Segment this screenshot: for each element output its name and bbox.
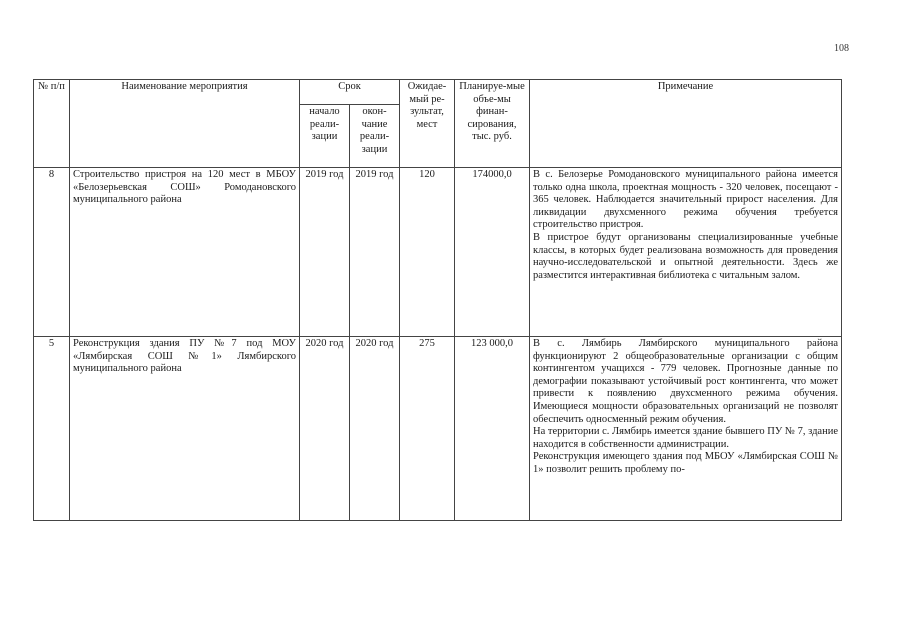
activities-table — [33, 79, 842, 521]
note-paragraph: Реконструкция имеющего здания под МБОУ «Лямбирская СОШ № 1» позволит решить проблему по- — [533, 451, 838, 475]
col-header-num: № п/п — [34, 80, 70, 168]
note-paragraph: На территории с. Лямбирь имеется здание бывшего ПУ № 7, здание находится в собственности администрации. — [533, 426, 838, 450]
row-finance: 123 000,0 — [455, 337, 530, 521]
col-header-term: Срок — [300, 80, 400, 105]
col-header-note: Примечание — [530, 80, 842, 168]
row-note — [530, 168, 842, 337]
col-header-finance: Планируе-мые объе-мы финан-сирования, тыс. руб. — [455, 80, 530, 168]
col-header-name: Наименование мероприятия — [70, 80, 300, 168]
row-num: 8 — [34, 168, 70, 337]
note-paragraph: В с. Лямбирь Лямбирского муниципального района функционируют 2 общеобразовательные организации с общим контингентом учащихся - 779 человек. Прогнозные данные по демографии показывают устойчивый рост контингента, что может привести к появлению двухсменного режима обучения. Имеющиеся мощности образовательных организаций не позволят обеспечить односменный режим обучения. — [533, 338, 838, 425]
table-row — [34, 168, 842, 337]
row-result: 120 — [400, 168, 455, 337]
row-note — [530, 337, 842, 521]
row-result: 275 — [400, 337, 455, 521]
col-header-end: окон-чание реали-зации — [350, 105, 400, 168]
row-end: 2019 год — [350, 168, 400, 337]
row-name: Реконструкция здания ПУ №7 под МОУ «Лямбирская СОШ №1» Лямбирского муниципального района — [70, 337, 300, 521]
table-row — [34, 337, 842, 521]
row-start: 2020 год — [300, 337, 350, 521]
col-header-result: Ожидае-мый ре-зультат, мест — [400, 80, 455, 168]
row-finance: 174000,0 — [455, 168, 530, 337]
note-paragraph: В с. Белозерье Ромодановского муниципального района имеется только одна школа, проектная мощность - 320 человек, посещают - 365 человек. Наблюдается значительный прирост населения. Для ликвидации двухсменного режима обучения требуется строительство пристроя. — [533, 169, 838, 231]
table-header-row — [34, 80, 842, 105]
col-header-start: начало реали-зации — [300, 105, 350, 168]
page-number: 108 — [834, 43, 849, 54]
row-name: Строительство пристроя на 120 мест в МБОУ «Белозерьевская СОШ» Ромодановского муниципального района — [70, 168, 300, 337]
row-start: 2019 год — [300, 168, 350, 337]
note-paragraph: В пристрое будут организованы специализированные учебные классы, в которых будет реализована возможность для проведения научно-исследовательской и опытной деятельности. Здесь же разместится интерактивная библиотека с читальным залом. — [533, 231, 838, 281]
row-end: 2020 год — [350, 337, 400, 521]
row-num: 5 — [34, 337, 70, 521]
